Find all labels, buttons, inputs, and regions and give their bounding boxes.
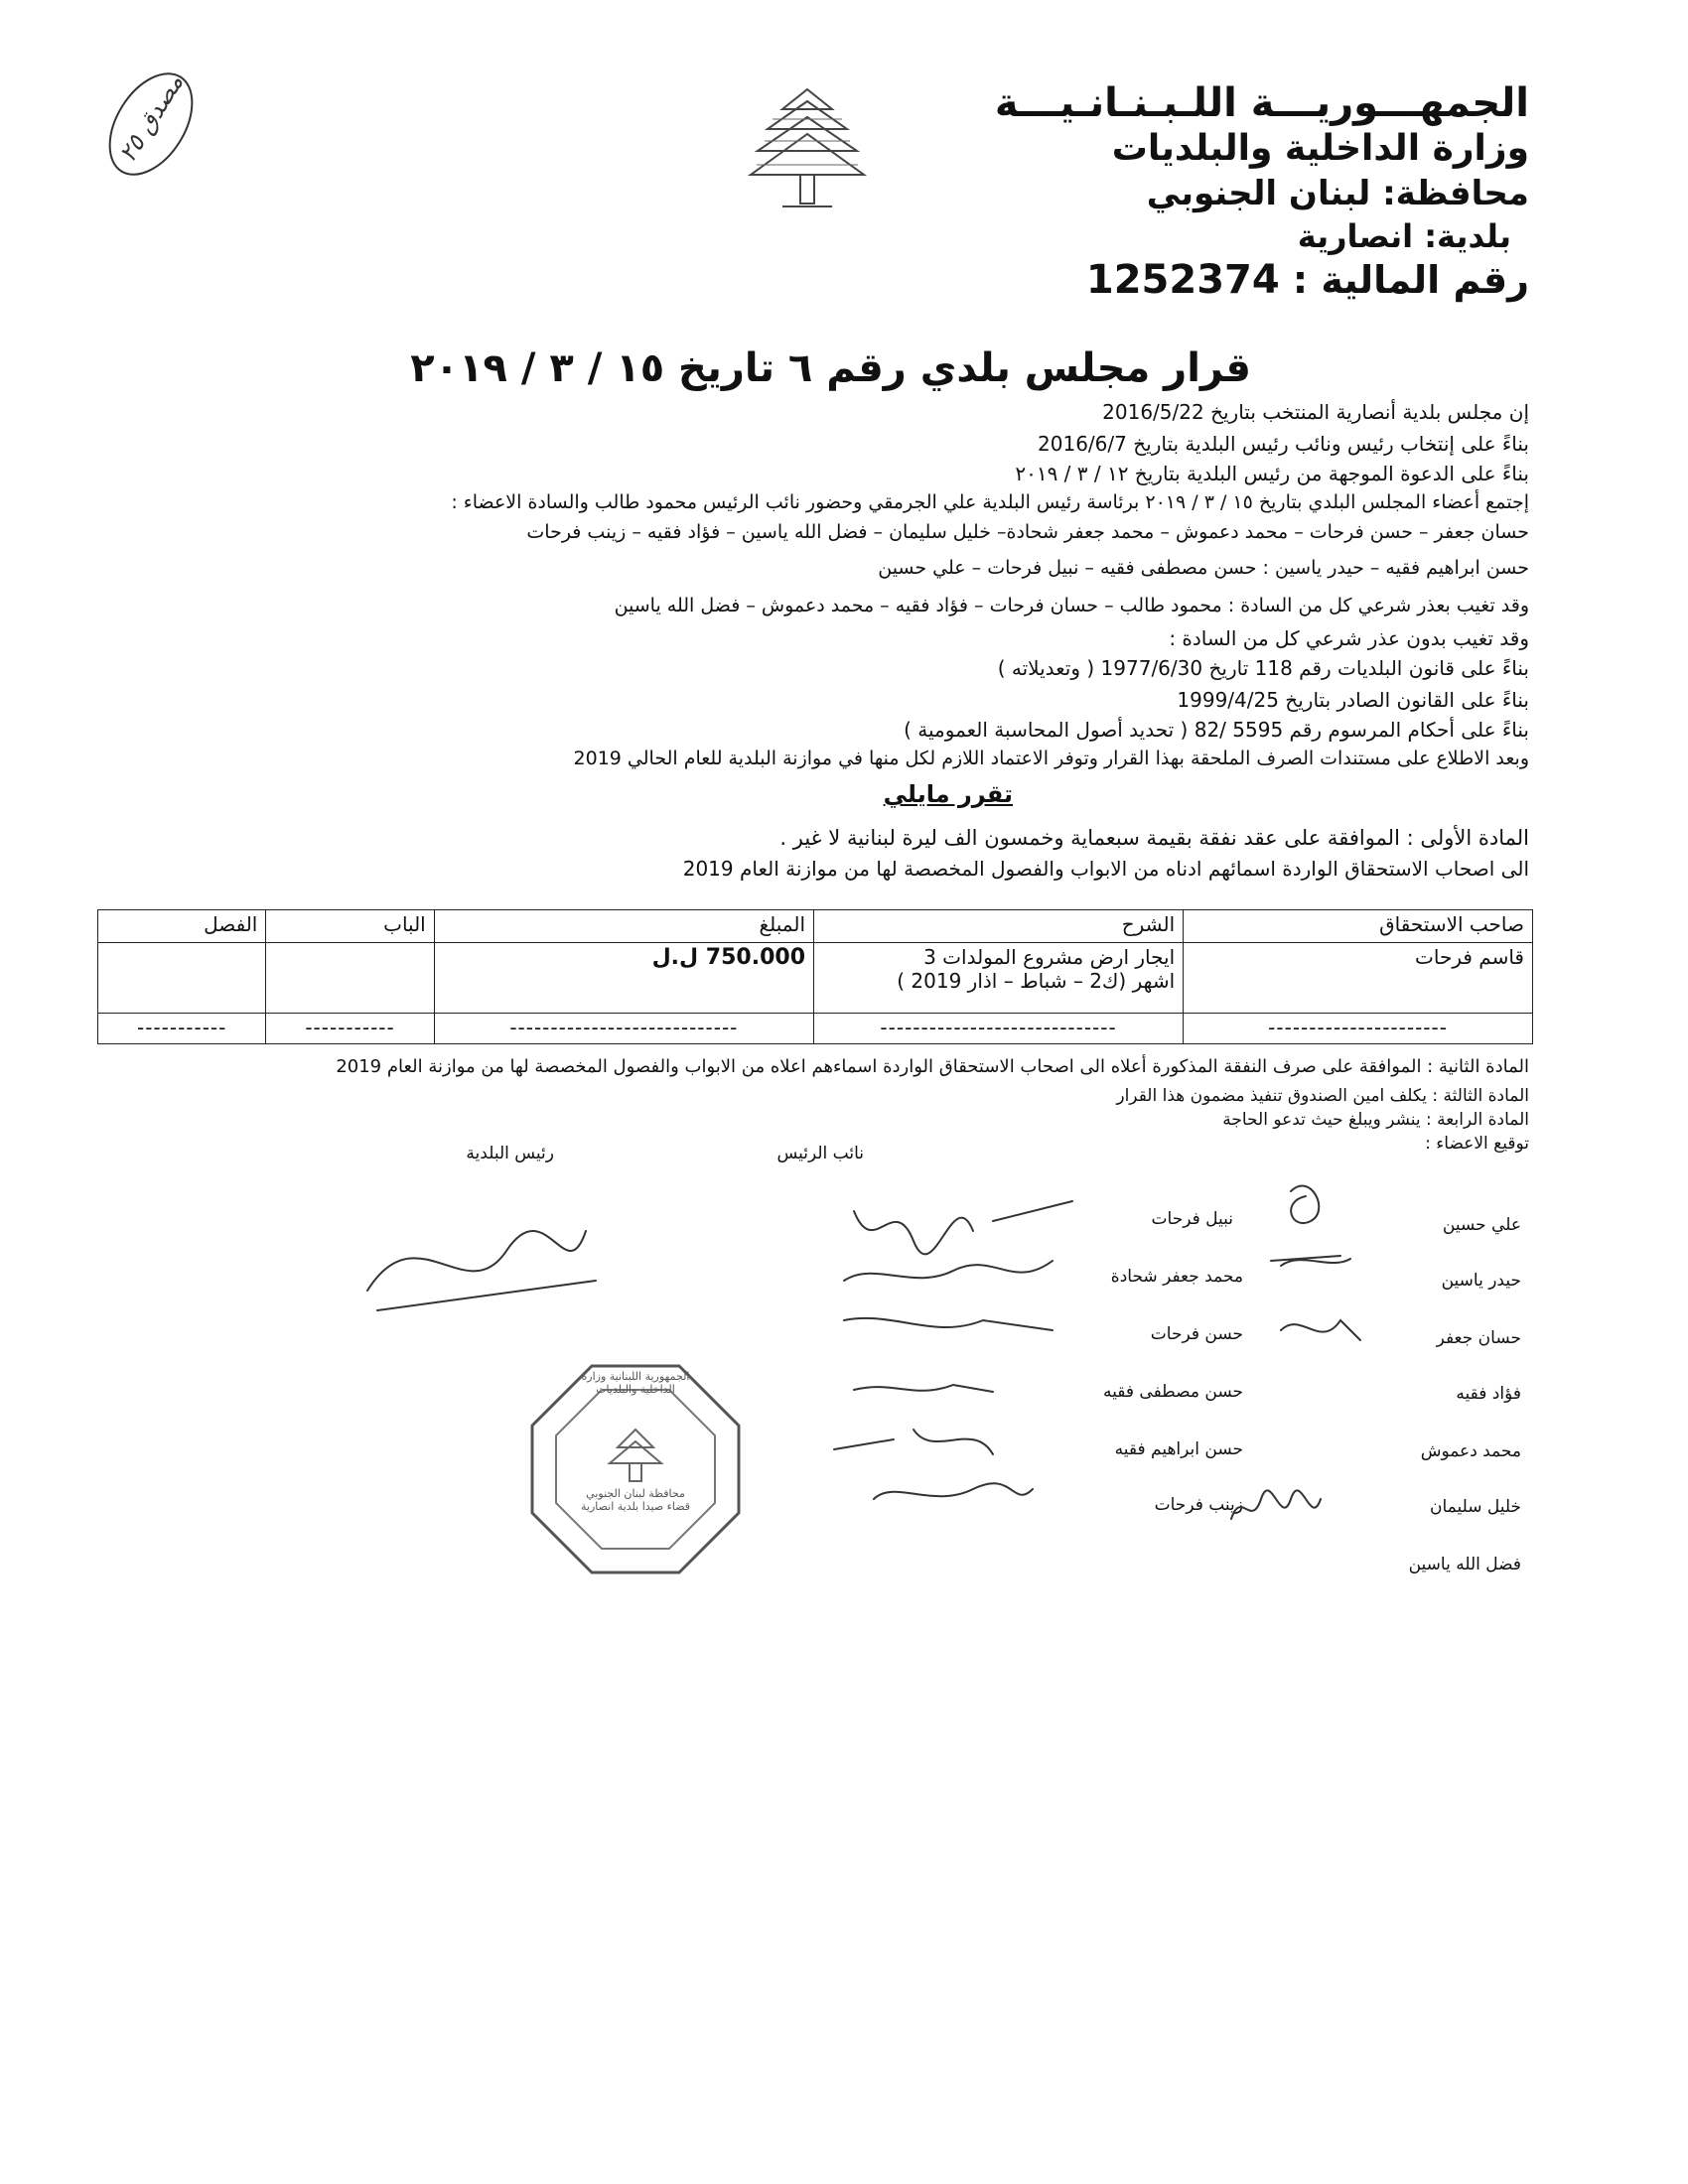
dash-beneficiary: ---------------------- [1184,1014,1533,1044]
expense-table [97,909,1533,1044]
table-row [98,943,1533,1014]
vice-president-label: نائب الرئيس [776,1144,864,1163]
member-hassan-jaafar: حسان جعفر [1436,1328,1521,1348]
member-mohammad-damoush: محمد دعموش [1420,1441,1521,1461]
preamble-line-11: بناءً على أحكام المرسوم رقم 5595 /82 ( تحديد أصول المحاسبة العمومية ) [904,718,1529,742]
table-header-row [98,910,1533,943]
col-section-header: الفصل [98,910,266,943]
header-ministry: وزارة الداخلية والبلديات [1111,128,1529,169]
corner-note-text: مصدق ٢٥ [113,68,190,168]
member-haidar-yassin: حيدر ياسين [1441,1271,1521,1291]
article-1-line-2: الى اصحاب الاستحقاق الواردة اسمائهم ادناه من الابواب والفصول المخصصة لها من موازنة العام 2019 [682,857,1529,881]
article-2: المادة الثانية : الموافقة على صرف النفقة المذكورة أعلاه الى اصحاب الاستحقاق الواردة اسماءهم اعلاه من الابواب والفصول المخصصة لها من موازنة العام 2019 [336,1056,1529,1077]
member-fouad-fakih: فؤاد فقيه [1456,1384,1521,1404]
preamble-line-5: حسان جعفر – حسن فرحات – محمد دعموش – محمد جعفر شحادة– خليل سليمان – فضل الله ياسين – فؤاد فقيه – زينب فرحات [526,521,1529,543]
col-chapter-header: الباب [266,910,434,943]
decision-title: قرار مجلس بلدي رقم ٦ تاريخ ١٥ / ٣ / ٢٠١٩ [410,345,1251,391]
member-hassan-ibrahim-fakih: حسن ابراهيم فقيه [1114,1439,1243,1459]
stamp-outer-text: الجمهورية اللبنانية وزارة الداخلية والبلديات [581,1370,690,1396]
article-3: المادة الثالثة : يكلف امين الصندوق تنفيذ مضمون هذا القرار [1116,1086,1529,1106]
preamble-line-1: إن مجلس بلدية أنصارية المنتخب بتاريخ 2016/5/22 [1102,400,1529,424]
member-ali-hussein: علي حسين [1442,1215,1521,1235]
preamble-line-10: بناءً على القانون الصادر بتاريخ 1999/4/25 [1177,688,1529,712]
member-zeinab-farhat: زينب فرحات [1154,1495,1243,1515]
member-hassan-farhat: حسن فرحات [1150,1324,1243,1344]
member-fadlallah-yassin: فضل الله ياسين [1408,1555,1521,1574]
col-description-header: الشرح [814,910,1184,943]
stamp-cedar-icon [610,1430,661,1481]
header-governorate: محافظة: لبنان الجنوبي [1146,174,1529,213]
members-signature-label: توقيع الاعضاء : [1425,1134,1529,1154]
stamp-inner-text: محافظة لبنان الجنوبي قضاء صيدا بلدية انصارية [580,1487,691,1514]
vice-president-signature [854,1201,1072,1254]
preamble-line-7: وقد تغيب بعذر شرعي كل من السادة : محمود طالب – حسان فرحات – فؤاد فقيه – محمد دعموش – فضل الله ياسين [614,595,1529,616]
dash-chapter: ----------- [266,1014,434,1044]
cell-description [814,943,1184,1014]
member-nabil-farhat: نبيل فرحات [1151,1209,1233,1229]
col-beneficiary-header: صاحب الاستحقاق [1184,910,1533,943]
dash-description: ----------------------------- [814,1014,1184,1044]
header-republic: الجمهـــوريـــة اللـبـنـانـيـــة [994,80,1529,126]
member-hassan-mostafa-fakih: حسن مصطفى فقيه [1103,1382,1243,1402]
decision-heading: تقرر مايلي [883,780,1013,808]
preamble-line-9: بناءً على قانون البلديات رقم 118 تاريخ 1977/6/30 ( وتعديلاته ) [997,656,1529,680]
article-1-line-1: المادة الأولى : الموافقة على عقد نفقة بقيمة سبعماية وخمسون الف ليرة لبنانية لا غير . [779,826,1529,850]
table-dash-row [98,1014,1533,1044]
dash-amount: ---------------------------- [434,1014,813,1044]
finance-number: 1252374 [1085,257,1280,303]
president-label: رئيس البلدية [466,1144,554,1163]
cell-beneficiary: قاسم فرحات [1184,943,1533,1014]
article-4: المادة الرابعة : ينشر ويبلغ حيث تدعو الحاجة [1222,1110,1529,1130]
dash-section: ----------- [98,1014,266,1044]
cedar-emblem-icon [743,79,872,218]
cell-section [98,943,266,1014]
signatures-scribbles [338,1171,1529,1588]
preamble-line-3: بناءً على الدعوة الموجهة من رئيس البلدية بتاريخ ١٢ / ٣ / ٢٠١٩ [1015,462,1529,485]
header-municipality: بلدية: انصارية [1297,217,1511,255]
cell-chapter [266,943,434,1014]
col-amount-header: المبلغ [434,910,813,943]
finance-label: رقم المالية : [1292,258,1529,302]
header-finance [1085,257,1529,303]
member-mohammad-shehadeh: محمد جعفر شحادة [1110,1267,1243,1287]
cell-amount: 750.000 ل.ل [434,943,813,1014]
preamble-line-4: إجتمع أعضاء المجلس البلدي بتاريخ ١٥ / ٣ / ٢٠١٩ برئاسة رئيس البلدية علي الجرمقي وحضور نائب الرئيس محمود طالب والسادة الاعضاء : [451,491,1529,513]
cell-description-line-1: ايجار ارض مشروع المولدات 3 [923,945,1176,969]
preamble-line-6: حسن ابراهيم فقيه – حيدر ياسين : حسن مصطفى فقيه – نبيل فرحات – علي حسين [878,557,1529,579]
official-stamp [526,1360,745,1578]
corner-note [73,45,229,204]
member-khalil-sleiman: خليل سليمان [1429,1497,1521,1517]
preamble-line-2: بناءً على إنتخاب رئيس ونائب رئيس البلدية بتاريخ 2016/6/7 [1038,432,1529,456]
president-signature [367,1231,596,1310]
preamble-line-8: وقد تغيب بدون عذر شرعي كل من السادة : [1169,626,1529,650]
cell-description-line-2: اشهر (ك2 – شباط – اذار 2019 ) [897,969,1176,993]
preamble-line-12: وبعد الاطلاع على مستندات الصرف الملحقة بهذا القرار وتوفر الاعتماد اللازم لكل منها في موازنة البلدية للعام الحالي 2019 [573,748,1529,769]
